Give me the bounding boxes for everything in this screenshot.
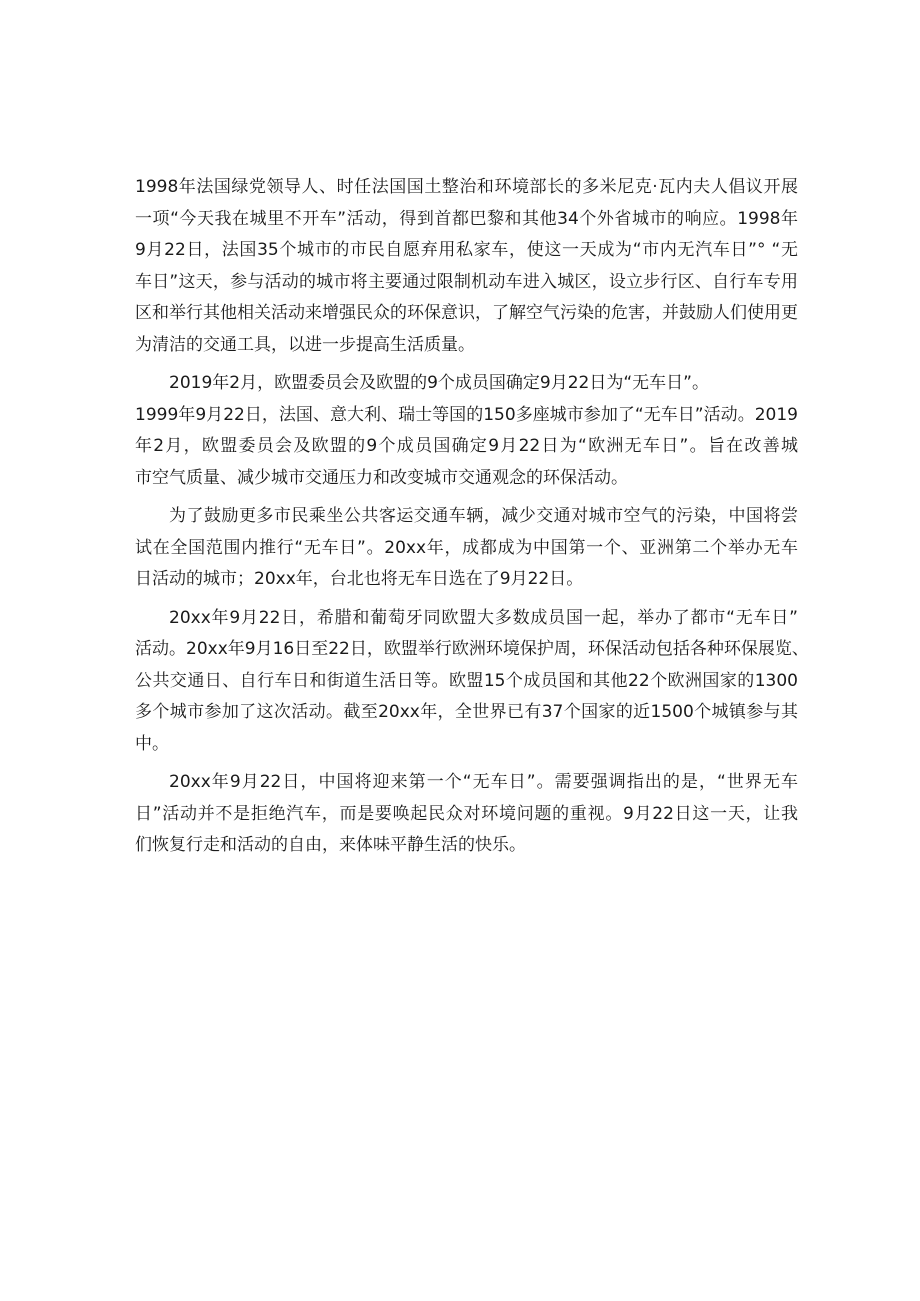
paragraph-2 <box>135 368 798 494</box>
text-line: 车日”这天，参与活动的城市将主要通过限制机动车进入城区，设立步行区、自行车专用 <box>135 271 798 292</box>
paragraph-3 <box>135 501 798 596</box>
text-line: 区和举行其他相关活动来增强民众的环保意识，了解空气污染的危害，并鼓励人们使用更 <box>135 303 798 323</box>
text-line: 活动。20xx年9月16日至22日，欧盟举行欧洲环境保护周，环保活动包括各种环保展览、 <box>135 639 809 659</box>
text-line: 公共交通日、自行车日和街道生活日等。欧盟15个成员国和其他22个欧洲国家的1300 <box>135 670 798 691</box>
paragraph-spacer <box>135 494 798 501</box>
paragraph-1 <box>135 172 798 361</box>
text-line: 市空气质量、减少城市交通压力和改变城市交通观念的环保活动。 <box>135 467 628 488</box>
paragraph-spacer <box>135 361 798 368</box>
text-line: 中。 <box>135 733 169 754</box>
text-line: 试在全国范围内推行“无车日”。20xx年，成都成为中国第一个、亚洲第二个举办无车 <box>135 537 798 558</box>
text-line: 为了鼓励更多市民乘坐公共客运交通车辆，减少交通对城市空气的污染，中国将尝 <box>169 506 798 526</box>
text-line: 一项“今天我在城里不开车”活动，得到首都巴黎和其他34个外省城市的响应。1998年 <box>135 208 798 229</box>
text-line: 们恢复行走和活动的自由，来体味平静生活的快乐。 <box>135 835 526 855</box>
text-line: 为清洁的交通工具，以进一步提高生活质量。 <box>135 334 475 355</box>
text-line: 日”活动并不是拒绝汽车，而是要唤起民众对环境问题的重视。9月22日这一天，让我 <box>135 803 798 824</box>
document-body <box>135 172 809 862</box>
text-line: 1998年法国绿党领导人、时任法国国土整治和环境部长的多米尼克·瓦内夫人倡议开展 <box>135 177 798 197</box>
paragraph-spacer <box>135 596 798 603</box>
text-line: 2019年2月，欧盟委员会及欧盟的9个成员国确定9月22日为“无车日”。 <box>169 373 709 393</box>
text-line: 20xx年9月22日，中国将迎来第一个“无车日”。需要强调指出的是，“世界无车 <box>169 772 798 792</box>
paragraph-4 <box>135 603 809 761</box>
text-line: 20xx年9月22日，希腊和葡萄牙同欧盟大多数成员国一起，举办了都市“无车日” <box>169 607 798 628</box>
text-line: 9月22日，法国35个城市的市民自愿弃用私家车，使这一天成为“市内无汽车日”° “无 <box>135 240 798 260</box>
text-line: 1999年9月22日，法国、意大利、瑞士等国的150多座城市参加了“无车日”活动。2019 <box>135 404 798 425</box>
paragraph-spacer <box>135 760 798 767</box>
text-line: 日活动的城市；20xx年，台北也将无车日选在了9月22日。 <box>135 569 584 589</box>
text-line: 年2月，欧盟委员会及欧盟的9个成员国确定9月22日为“欧洲无车日”。旨在改善城 <box>135 436 798 456</box>
text-line: 多个城市参加了这次活动。截至20xx年，全世界已有37个国家的近1500个城镇参与其 <box>135 702 798 722</box>
paragraph-5 <box>135 767 798 862</box>
